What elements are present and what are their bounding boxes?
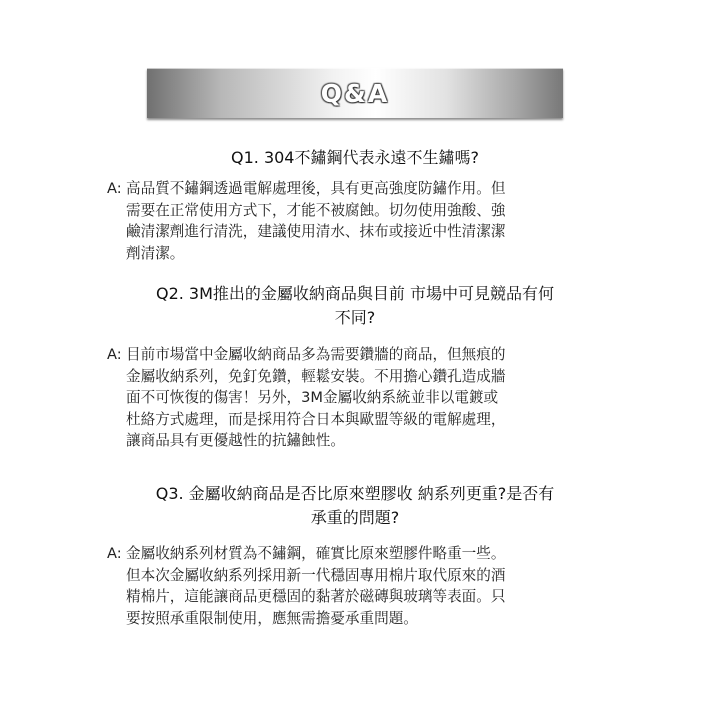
answer-1: [107, 178, 595, 264]
question-1-line-1: Q1. 304不鏽鋼代表永遠不生鏽嗎?: [231, 148, 479, 167]
question-3-line-2: 納系列更重?是否有承重的問題?: [310, 484, 555, 527]
answer-2: [107, 344, 595, 452]
answer-1-prefix: A:: [107, 180, 122, 197]
answer-3-prefix: A:: [107, 545, 122, 562]
answer-2-line-1: 目前市場當中金屬收納商品多為需要鑽牆的商品，但無痕的: [126, 346, 506, 363]
qa-header-banner: [147, 68, 563, 118]
answer-3-line-2: 但本次金屬收納系列採用新一代穩固專用棉片取代原來的酒: [126, 566, 506, 584]
answer-2-line-2: 金屬收納系列，免釘免鑽，輕鬆安裝。不用擔心鑽孔造成牆: [126, 367, 506, 385]
answer-3: [107, 543, 595, 629]
answer-2-prefix: A:: [107, 346, 122, 363]
question-2: [150, 282, 560, 330]
answer-3-line-4: 要按照承重限制使用，應無需擔憂承重問題。: [126, 609, 418, 627]
answer-2-line-5: 讓商品具有更優越性的抗鏽蝕性。: [126, 432, 345, 449]
question-2-line-1: Q2. 3M推出的金屬收納商品與目前: [155, 284, 405, 303]
answer-2-line-3: 面不可恢復的傷害！另外，3M金屬收納系統並非以電鍍或: [126, 389, 499, 406]
qa-header-title: Q&A: [320, 78, 390, 108]
answer-2-line-4: 杜絡方式處理，而是採用符合日本與歐盟等級的電解處理，: [126, 410, 506, 428]
answer-3-line-3: 精棉片，這能讓商品更穩固的黏著於磁磚與玻璃等表面。只: [126, 588, 506, 605]
answer-1-line-2: 需要在正常使用方式下，才能不被腐蝕。切勿使用強酸、強: [126, 201, 506, 219]
answer-1-line-1: 高品質不鏽鋼透過電解處理後，具有更高強度防鏽作用。但: [126, 180, 506, 197]
question-1: [150, 146, 560, 170]
question-2-line-2: 市場中可見競品有何不同?: [334, 284, 555, 327]
answer-1-line-4: 劑清潔。: [126, 244, 185, 262]
question-3-line-1: Q3. 金屬收納商品是否比原來塑膠收: [155, 484, 413, 503]
answer-1-line-3: 鹼清潔劑進行清洗，建議使用清水、抹布或接近中性清潔潔: [126, 223, 506, 240]
answer-3-line-1: 金屬收納系列材質為不鏽鋼，確實比原來塑膠件略重一些。: [126, 545, 506, 562]
question-3: [150, 482, 560, 530]
